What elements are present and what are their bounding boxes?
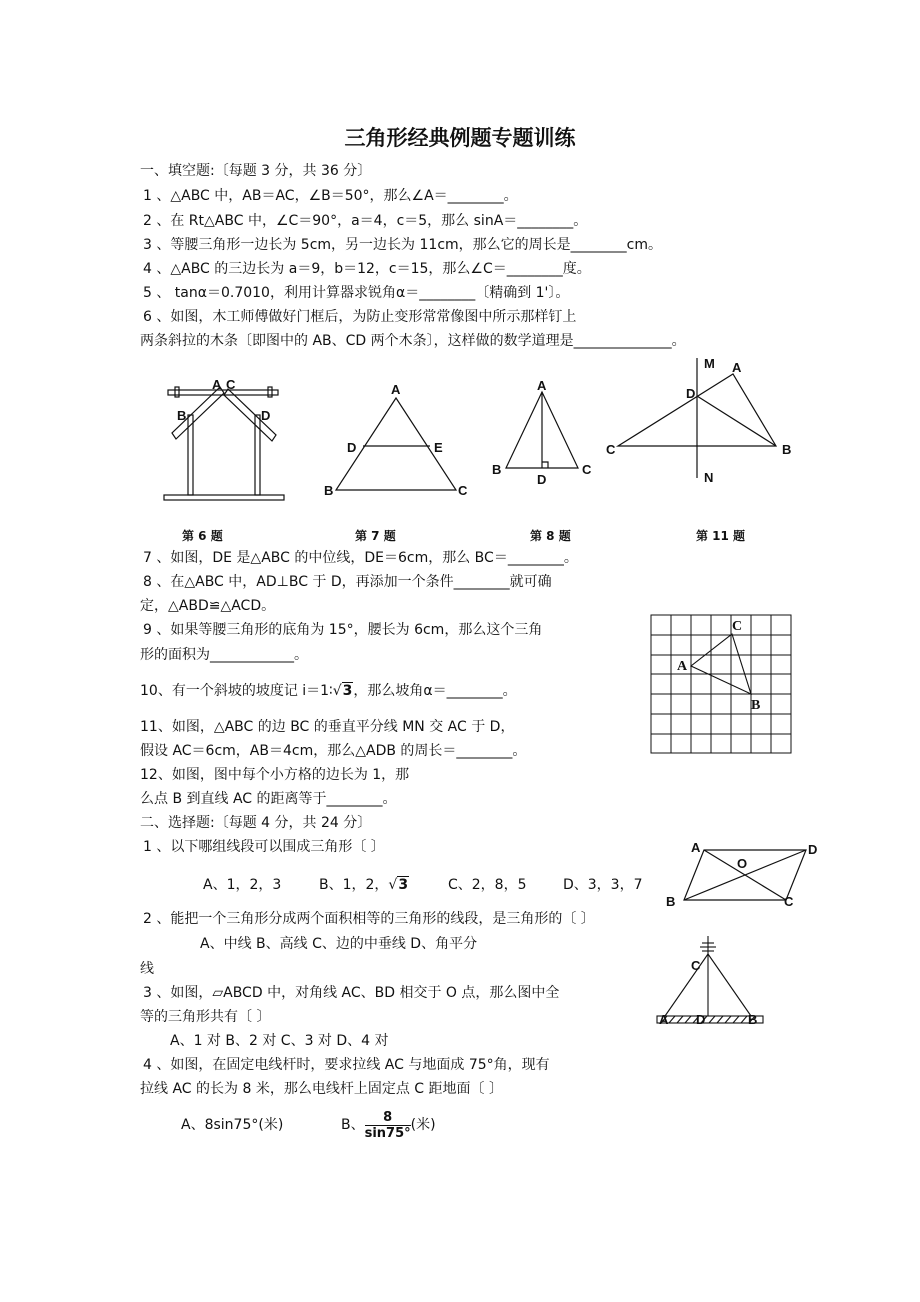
- fig8-label-C: C: [582, 462, 592, 477]
- fig8-label-B: B: [492, 462, 502, 477]
- fig11-label-N: N: [704, 470, 714, 485]
- fill-question-6-line1: 6 、如图，木工师傅做好门框后，为防止变形常常像图中所示那样钉上: [143, 309, 577, 325]
- figure-12-grid: [650, 614, 792, 754]
- fig6-label-C: C: [226, 377, 236, 392]
- sqrt-3-option-b: √3: [388, 877, 409, 893]
- choice-q1-option-b-text: B、1，2，: [319, 877, 389, 893]
- figure-8-triangle-altitude: [488, 378, 598, 488]
- choice-q4-option-b-unit: (米): [410, 1117, 436, 1133]
- parallelogram-label-O: O: [737, 856, 748, 871]
- fill-question-11-line2: 假设 AC＝6cm，AB＝4cm，那么△ADB 的周长＝________。: [140, 743, 527, 759]
- fig6-label-B: B: [177, 408, 187, 423]
- fill-question-8-line1: 8 、在△ABC 中，AD⊥BC 于 D，再添加一个条件________就可确: [143, 574, 552, 590]
- choice-q4-option-a: A、8sin75°(米): [181, 1117, 284, 1133]
- choice-q4-option-b: [341, 1105, 436, 1145]
- sqrt-3: √3: [332, 683, 353, 699]
- choice-q1-option-b: [319, 876, 409, 894]
- figure-6-door-frame: [160, 375, 290, 505]
- fraction-8-over-sin75: [365, 1110, 411, 1141]
- fig11-label-D: D: [686, 386, 696, 401]
- fill-question-4: 4 、△ABC 的三边长为 a＝9，b＝12，c＝15，那么∠C＝________度。: [143, 261, 591, 277]
- fill-question-10-tail: ，那么坡角α＝________。: [353, 683, 517, 699]
- grid-label-C: C: [732, 619, 743, 634]
- fill-question-3: 3 、等腰三角形一边长为 5cm，另一边长为 11cm，那么它的周长是________cm。: [143, 237, 662, 253]
- fill-question-6-line2: 两条斜拉的木条〔即图中的 AB、CD 两个木条〕，这样做的数学道理是______________。: [140, 333, 686, 349]
- fill-question-9-line1: 9 、如果等腰三角形的底角为 15°，腰长为 6cm，那么这个三角: [143, 622, 543, 638]
- fig7-label-A: A: [391, 382, 401, 397]
- fill-question-12-line1: 12、如图，图中每个小方格的边长为 1，那: [140, 767, 410, 783]
- choice-q2-options: A、中线 B、高线 C、边的中垂线 D、角平分: [200, 936, 478, 952]
- figure-pole: [655, 932, 770, 1032]
- fig6-label-D: D: [261, 408, 271, 423]
- choice-question-4-line2: 拉线 AC 的长为 8 米，那么电线杆上固定点 C 距地面〔 〕: [140, 1081, 503, 1097]
- fig11-label-C: C: [606, 442, 616, 457]
- fill-question-10-text: 10、有一个斜坡的坡度记 i＝1∶: [140, 683, 333, 699]
- sqrt-radicand-option-b: 3: [398, 877, 409, 893]
- choice-question-2: 2 、能把一个三角形分成两个面积相等的三角形的线段，是三角形的〔 〕: [143, 911, 595, 927]
- choice-q3-options: A、1 对 B、2 对 C、3 对 D、4 对: [170, 1033, 389, 1049]
- pole-label-C: C: [691, 958, 701, 973]
- parallelogram-label-D: D: [808, 842, 818, 857]
- choice-q1-option-a: A、1，2，3: [203, 877, 282, 893]
- figure-parallelogram: [660, 838, 825, 913]
- fill-question-11-line1: 11、如图，△ABC 的边 BC 的垂直平分线 MN 交 AC 于 D，: [140, 719, 515, 735]
- fill-question-10: [140, 682, 517, 700]
- parallelogram-label-B: B: [666, 894, 676, 909]
- choice-question-1: 1 、以下哪组线段可以围成三角形〔 〕: [143, 839, 385, 855]
- choice-question-4-line1: 4 、如图，在固定电线杆时，要求拉线 AC 与地面成 75°角，现有: [143, 1057, 550, 1073]
- fig7-label-D: D: [347, 440, 357, 455]
- fig11-label-M: M: [704, 356, 715, 371]
- figure-7-triangle-midline: [320, 380, 470, 500]
- fill-question-9-line2: 形的面积为____________。: [140, 647, 308, 663]
- fig7-label-C: C: [458, 483, 468, 498]
- page-title: 三角形经典例题专题训练: [344, 126, 576, 150]
- fraction-numerator: 8: [365, 1110, 411, 1126]
- fig6-label-A: A: [212, 377, 222, 392]
- figure-6-caption: 第 6 题: [182, 529, 223, 543]
- choice-question-3-line2: 等的三角形共有〔 〕: [140, 1009, 271, 1025]
- fig8-label-A: A: [537, 378, 547, 393]
- pole-label-B: B: [748, 1012, 758, 1027]
- grid-label-A: A: [677, 659, 688, 674]
- choice-question-3-line1: 3 、如图，▱ABCD 中，对角线 AC、BD 相交于 O 点，那么图中全: [143, 985, 560, 1001]
- section2-heading: 二、选择题:〔每题 4 分，共 24 分〕: [140, 815, 372, 831]
- fill-question-12-line2: 么点 B 到直线 AC 的距离等于________。: [140, 791, 397, 807]
- fill-question-7: 7 、如图，DE 是△ABC 的中位线，DE＝6cm，那么 BC＝________。: [143, 550, 578, 566]
- choice-q2-options-wrap: 线: [140, 961, 154, 977]
- fill-question-8-line2: 定，△ABD≌△ACD。: [140, 598, 276, 614]
- grid-label-B: B: [751, 698, 761, 713]
- figure-11-perpendicular-bisector: [600, 352, 800, 492]
- fig11-label-B: B: [782, 442, 792, 457]
- fig7-label-E: E: [434, 440, 443, 455]
- fig8-label-D: D: [537, 472, 547, 487]
- fig7-label-B: B: [324, 483, 334, 498]
- choice-q1-option-c: C、2，8，5: [448, 877, 527, 893]
- parallelogram-label-A: A: [691, 840, 701, 855]
- fill-question-5: 5 、 tanα＝0.7010，利用计算器求锐角α＝________〔精确到 1'〕。: [143, 285, 570, 301]
- fill-question-1: 1 、△ABC 中，AB＝AC，∠B＝50°，那么∠A＝________。: [143, 188, 518, 204]
- section1-heading: 一、填空题:〔每题 3 分，共 36 分〕: [140, 163, 372, 179]
- sqrt-radicand: 3: [342, 683, 353, 699]
- parallelogram-label-C: C: [784, 894, 794, 909]
- fig11-label-A: A: [732, 360, 742, 375]
- figure-8-caption: 第 8 题: [530, 529, 571, 543]
- pole-label-A: A: [659, 1012, 669, 1027]
- choice-q1-option-d: D、3，3，7: [563, 877, 643, 893]
- fill-question-2: 2 、在 Rt△ABC 中，∠C＝90°，a＝4，c＝5，那么 sinA＝________。: [143, 213, 588, 229]
- figure-11-caption: 第 11 题: [696, 529, 746, 543]
- fraction-denominator: sin75°: [364, 1125, 411, 1141]
- pole-label-D: D: [696, 1012, 706, 1027]
- choice-q4-option-b-prefix: B、: [341, 1117, 365, 1133]
- figure-7-caption: 第 7 题: [355, 529, 396, 543]
